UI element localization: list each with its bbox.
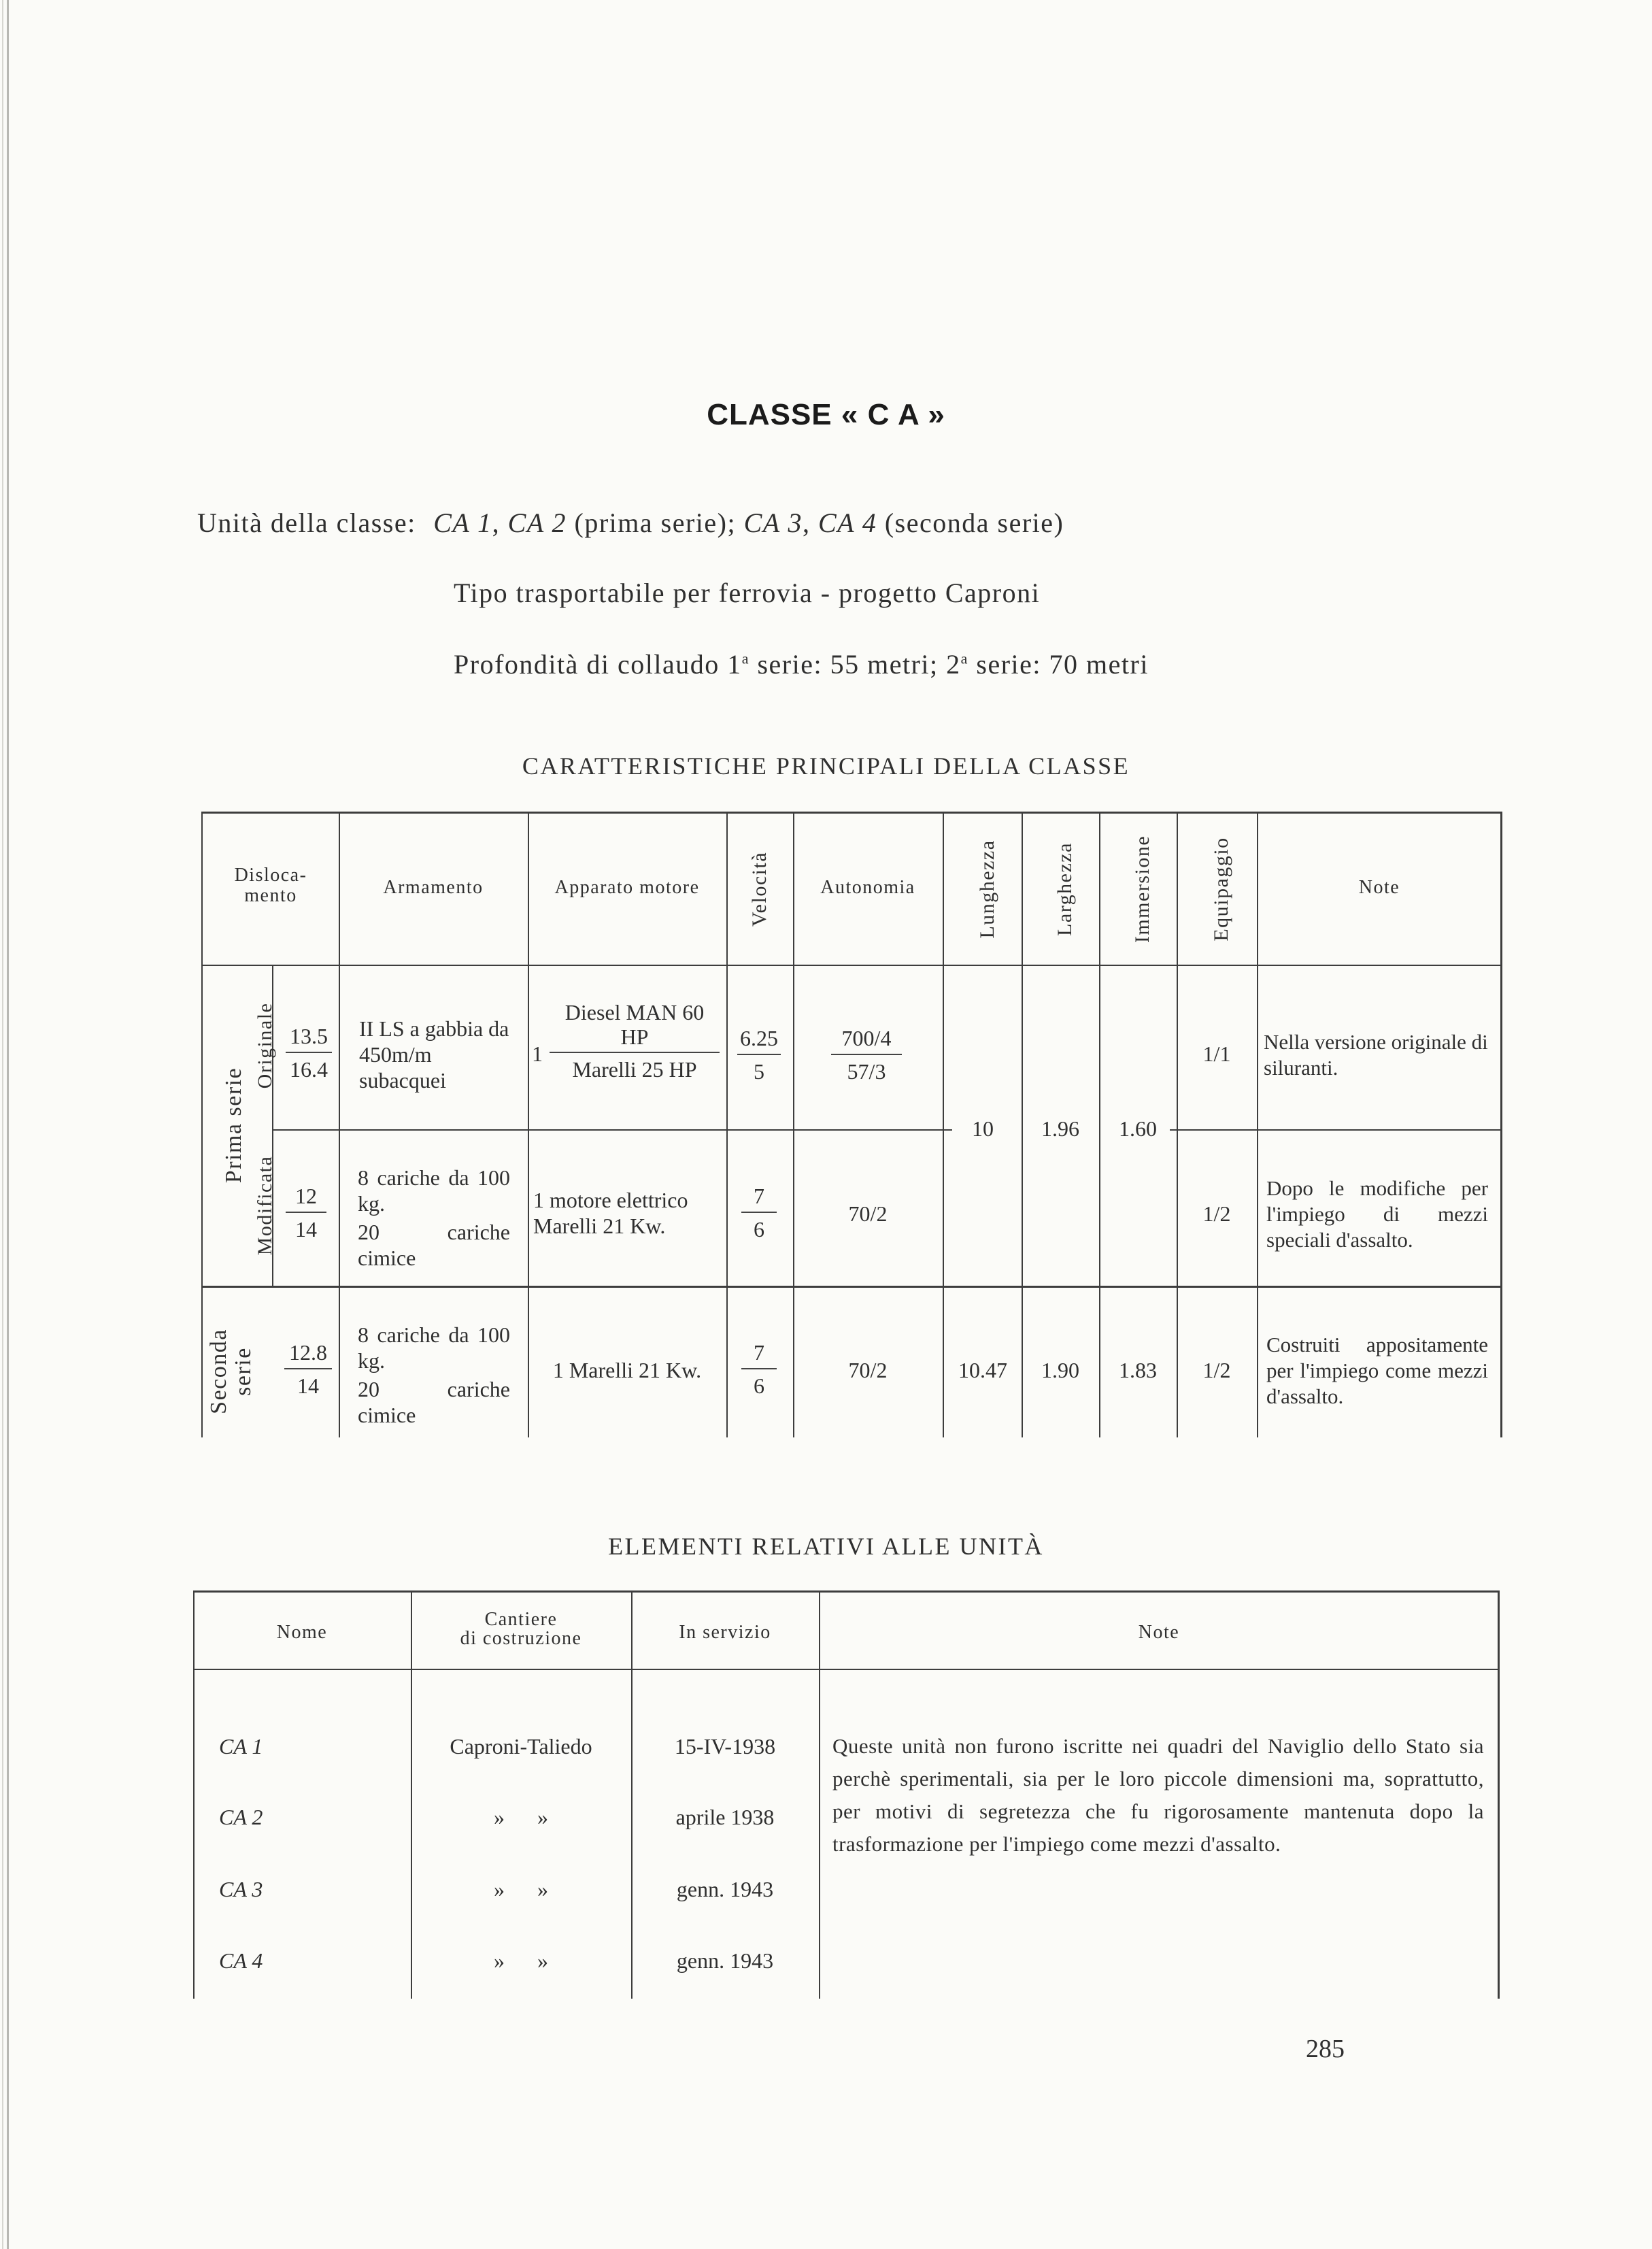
mod-vel-submerged: 6 bbox=[754, 1217, 764, 1242]
depth-sup-2: a bbox=[960, 650, 968, 667]
header-larghezza: Larghezza bbox=[1053, 842, 1076, 936]
t1-vline-vel bbox=[793, 812, 794, 1437]
header-velocita: Velocità bbox=[748, 851, 771, 927]
sec-disl-submerged: 14 bbox=[297, 1373, 319, 1398]
first-series-label: (prima serie); bbox=[574, 507, 737, 538]
label-seconda-serie: Seconda serie bbox=[206, 1329, 256, 1414]
sec-lunghezza: 10.47 bbox=[958, 1358, 1007, 1382]
t2-row2-nome: CA 2 bbox=[219, 1805, 263, 1829]
page-title: CLASSE « C A » bbox=[707, 398, 945, 431]
mod-armamento bbox=[358, 1165, 510, 1271]
sec-apparato: 1 Marelli 21 Kw. bbox=[552, 1358, 702, 1382]
intro-depth-line bbox=[454, 648, 1149, 680]
mod-arm-charges: 8 cariche da 100 kg. bbox=[358, 1165, 510, 1216]
sec-note: Costruiti appositamente per l'impiego come mezzi d'assalto. bbox=[1266, 1333, 1488, 1408]
t1-vline-equip bbox=[1257, 812, 1258, 1437]
sec-immersione: 1.83 bbox=[1119, 1358, 1157, 1382]
sec-velocita bbox=[741, 1340, 777, 1399]
header-equipaggio: Equipaggio bbox=[1210, 837, 1232, 942]
t2-header-servizio: In servizio bbox=[679, 1622, 771, 1643]
t2-row1-cantiere: Caproni-Taliedo bbox=[450, 1734, 592, 1759]
sec-vel-submerged: 6 bbox=[754, 1373, 764, 1398]
t2-row3-cantiere: » » bbox=[494, 1877, 548, 1901]
shared-immersione: 1.60 bbox=[1119, 1116, 1157, 1141]
orig-vel-submerged: 5 bbox=[754, 1059, 764, 1084]
orig-aut-submerged: 57/3 bbox=[847, 1059, 886, 1084]
sec-armamento bbox=[358, 1322, 510, 1428]
orig-autonomia bbox=[831, 1026, 902, 1084]
t1-vline-app bbox=[726, 812, 728, 1437]
second-series-label: (seconda serie) bbox=[884, 507, 1064, 538]
intro-type-line: Tipo trasportabile per ferrovia - progetto Caproni bbox=[454, 578, 1041, 608]
intro-units-line: Unità della classe: CA 1, CA 2 (prima serie); CA 3, CA 4 (seconda serie) bbox=[197, 507, 1064, 538]
header-armamento: Armamento bbox=[383, 877, 484, 898]
depth-sup-1: a bbox=[741, 650, 749, 667]
mod-disl-surface: 12 bbox=[286, 1184, 326, 1213]
t2-header-cantiere: Cantiere di costruzione bbox=[460, 1609, 582, 1649]
section-title-characteristics: CARATTERISTICHE PRINCIPALI DELLA CLASSE bbox=[522, 752, 1130, 780]
header-immersione: Immersione bbox=[1131, 835, 1153, 944]
mod-apparato: 1 motore elettrico Marelli 21 Kw. bbox=[533, 1188, 688, 1238]
t2-vline-left bbox=[193, 1590, 195, 1999]
mod-equipaggio: 1/2 bbox=[1202, 1201, 1231, 1226]
label-modificata: Modificata bbox=[254, 1155, 276, 1256]
orig-apparato bbox=[550, 1000, 720, 1082]
orig-armamento: II LS a gabbia da 450m/m subacquei bbox=[359, 1016, 509, 1093]
t2-row4-servizio: genn. 1943 bbox=[676, 1948, 774, 1973]
mod-autonomia: 70/2 bbox=[848, 1201, 888, 1226]
unit-ca3: CA 3 bbox=[743, 507, 803, 538]
t1-vline-left bbox=[201, 812, 203, 1437]
depth-text-a: Profondità di collaudo 1 bbox=[454, 649, 742, 680]
orig-app-electric: Marelli 25 HP bbox=[572, 1057, 697, 1082]
header-autonomia: Autonomia bbox=[820, 877, 915, 898]
page-scan-edge-inner bbox=[2, 0, 3, 2249]
sec-disl-surface: 12.8 bbox=[284, 1340, 332, 1369]
orig-disl-submerged: 16.4 bbox=[290, 1057, 328, 1082]
t2-row3-nome: CA 3 bbox=[219, 1877, 263, 1901]
unit-ca2: CA 2 bbox=[507, 507, 567, 538]
depth-text-c: serie: 70 metri bbox=[968, 649, 1149, 680]
mod-disl-submerged: 14 bbox=[295, 1217, 317, 1242]
label-prima-serie: Prima serie bbox=[221, 1067, 246, 1184]
sec-vel-surface: 7 bbox=[741, 1340, 777, 1369]
t1-vline-disl bbox=[339, 812, 340, 1437]
orig-apparato-prefix: 1 bbox=[532, 1042, 543, 1066]
unit-ca1: CA 1 bbox=[433, 507, 492, 538]
depth-text-b: serie: 55 metri; 2 bbox=[749, 649, 961, 680]
t1-vline-right bbox=[1500, 812, 1502, 1437]
sec-autonomia: 70/2 bbox=[848, 1358, 888, 1382]
t2-row4-nome: CA 4 bbox=[219, 1948, 263, 1973]
t2-top-rule bbox=[193, 1590, 1499, 1593]
t2-row1-nome: CA 1 bbox=[219, 1734, 263, 1759]
t2-header-note: Note bbox=[1138, 1622, 1180, 1643]
orig-velocita bbox=[737, 1026, 781, 1084]
mod-arm-cimice: 20 cariche cimice bbox=[358, 1220, 510, 1270]
orig-vel-surface: 6.25 bbox=[737, 1026, 781, 1055]
t2-row2-cantiere: » » bbox=[494, 1805, 548, 1829]
sec-equipaggio: 1/2 bbox=[1202, 1358, 1231, 1382]
t2-note: Queste unità non furono iscritte nei quadri del Naviglio dello Stato sia perchè sperimentali, sia per le loro piccole dimensioni ma, soprattutto, per motivi di segretezza che fu rigorosamente mantenuta dopo la trasformazione per l'impiego come mezzi d'assalto. bbox=[832, 1734, 1484, 1856]
header-dislocamento: Disloca- mento bbox=[234, 865, 307, 906]
header-lunghezza: Lunghezza bbox=[976, 839, 998, 939]
orig-app-diesel: Diesel MAN 60 HP bbox=[550, 1000, 720, 1053]
page-scan-edge bbox=[7, 0, 9, 2249]
section-title-units: ELEMENTI RELATIVI ALLE UNITÀ bbox=[608, 1533, 1044, 1560]
shared-larghezza: 1.96 bbox=[1041, 1116, 1079, 1141]
orig-equipaggio: 1/1 bbox=[1202, 1042, 1231, 1066]
mod-note: Dopo le modifiche per l'impiego di mezzi speciali d'assalto. bbox=[1266, 1176, 1488, 1252]
t2-vline-servizio bbox=[819, 1590, 820, 1999]
sec-arm-cimice: 20 cariche cimice bbox=[358, 1377, 510, 1427]
t2-header-rule bbox=[193, 1669, 1499, 1670]
t2-row3-servizio: genn. 1943 bbox=[676, 1877, 774, 1901]
page-number: 285 bbox=[1306, 2035, 1345, 2063]
t2-vline-nome bbox=[411, 1590, 412, 1999]
t2-row2-servizio: aprile 1938 bbox=[675, 1805, 775, 1829]
t2-vline-cantiere bbox=[631, 1590, 633, 1999]
unit-ca4: CA 4 bbox=[817, 507, 877, 538]
t1-vline-imm bbox=[1177, 812, 1178, 1437]
orig-disl-surface: 13.5 bbox=[286, 1024, 332, 1053]
t2-row1-servizio: 15-IV-1938 bbox=[674, 1734, 776, 1759]
orig-aut-surface: 700/4 bbox=[831, 1026, 902, 1055]
shared-lunghezza: 10 bbox=[972, 1116, 994, 1141]
sec-arm-charges: 8 cariche da 100 kg. bbox=[358, 1322, 510, 1373]
header-apparato: Apparato motore bbox=[554, 877, 700, 898]
t1-series-rule bbox=[201, 1286, 1502, 1288]
t1-header-rule bbox=[201, 965, 1502, 966]
t1-orig-rule-a bbox=[272, 1129, 952, 1131]
t1-top-rule bbox=[201, 812, 1502, 814]
mod-vel-surface: 7 bbox=[741, 1184, 777, 1213]
t1-vline-arm bbox=[528, 812, 529, 1437]
header-note: Note bbox=[1358, 877, 1400, 898]
t2-vline-right bbox=[1498, 1590, 1500, 1999]
mod-dislocamento bbox=[286, 1184, 326, 1242]
orig-note: Nella versione originale di siluranti. bbox=[1264, 1030, 1488, 1080]
sec-larghezza: 1.90 bbox=[1041, 1358, 1079, 1382]
mod-velocita bbox=[741, 1184, 777, 1242]
sec-dislocamento bbox=[284, 1340, 332, 1399]
t2-row4-cantiere: » » bbox=[494, 1948, 548, 1973]
orig-dislocamento bbox=[286, 1024, 332, 1082]
t1-orig-rule-b bbox=[1170, 1129, 1502, 1131]
t2-header-nome: Nome bbox=[276, 1622, 328, 1643]
units-label: Unità della classe: bbox=[197, 507, 416, 538]
label-originale: Originale bbox=[254, 1002, 276, 1089]
